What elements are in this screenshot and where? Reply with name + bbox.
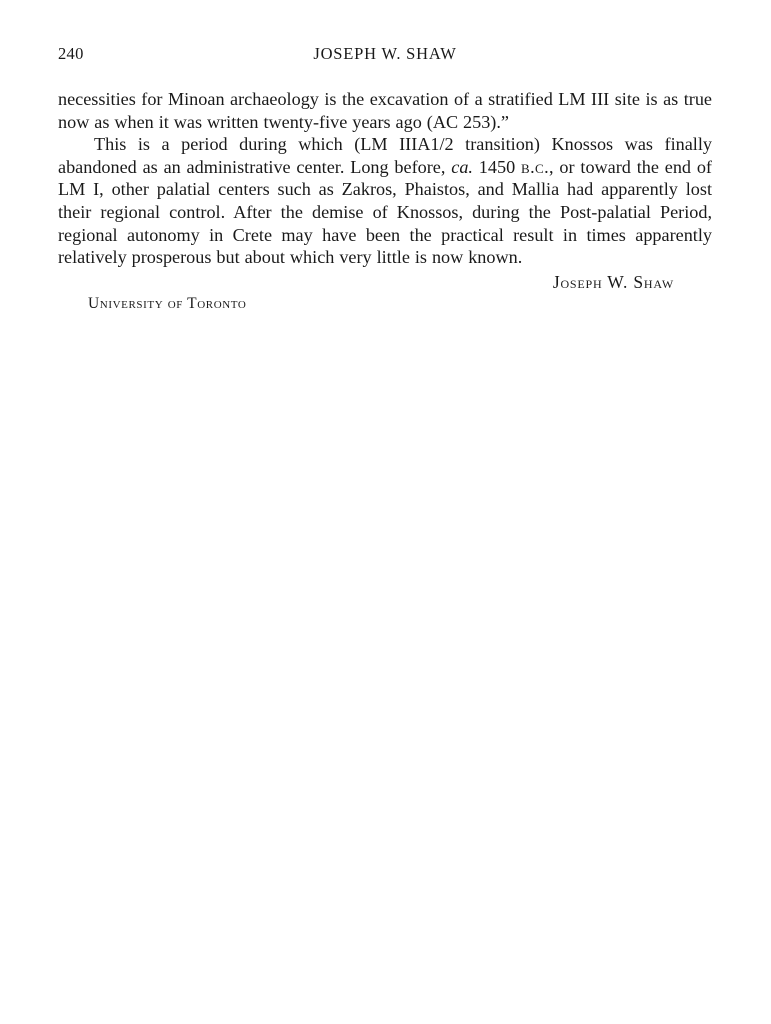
bc-abbreviation: b.c. bbox=[521, 156, 550, 177]
paragraph-2-part-1: This is a period during which (LM IIIA1/2 transition) Knossos was finally abandoned as an administrative center. Long before, bbox=[58, 134, 712, 177]
circa-abbreviation: ca. bbox=[451, 156, 473, 177]
author-signature: Joseph W. Shaw bbox=[552, 272, 674, 292]
paragraph-2 bbox=[58, 133, 712, 269]
page-number: 240 bbox=[58, 44, 84, 63]
body-text bbox=[58, 88, 712, 269]
paragraph-2-part-2: 1450 bbox=[472, 156, 521, 177]
paragraph-1: necessities for Minoan archaeology is the excavation of a stratified LM III site is as true now as when it was written twenty-five years ago (AC 253).” bbox=[58, 89, 712, 132]
author-affiliation: University of Toronto bbox=[88, 295, 247, 312]
paragraph-2-part-3: , or toward the end of LM I, other palatial centers such as Zakros, Phaistos, and Mallia had apparently lost their regional control. After the demise of Knossos, during the Post-palatial Period, regional autonomy in Crete may have been the practical result in times apparently relatively prosperous but about which very little is now known. bbox=[58, 156, 712, 268]
document-page bbox=[58, 44, 712, 312]
running-title: JOSEPH W. SHAW bbox=[313, 44, 457, 63]
running-head bbox=[58, 44, 712, 66]
